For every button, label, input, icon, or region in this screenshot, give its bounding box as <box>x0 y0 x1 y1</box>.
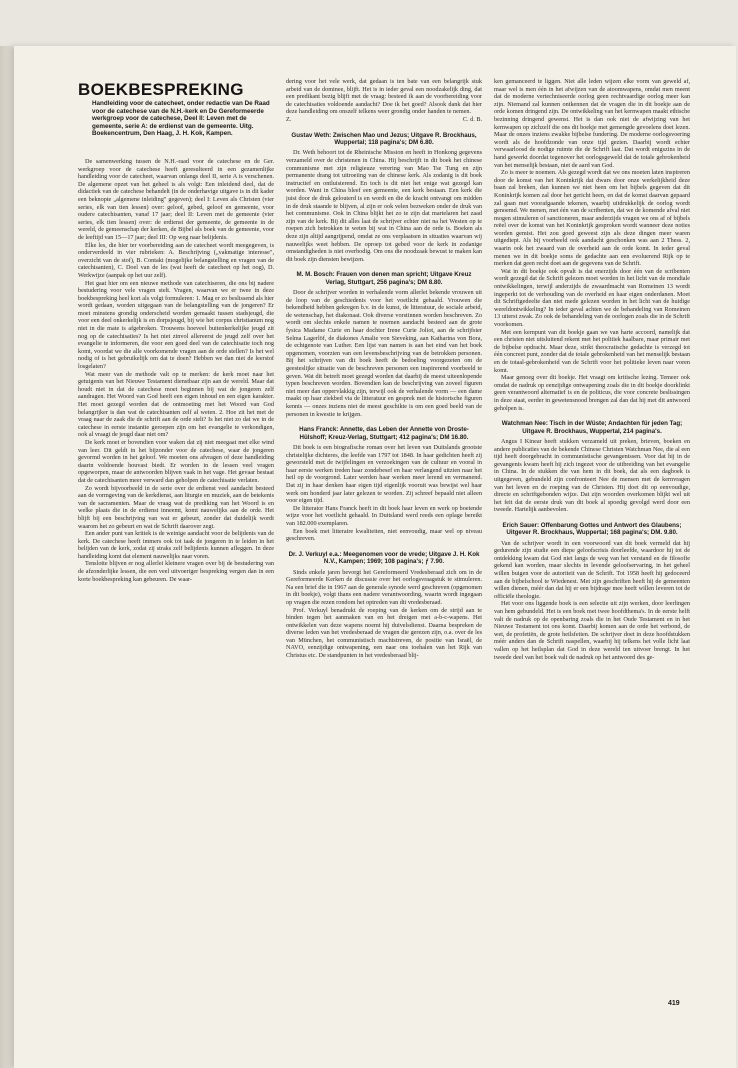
column-1 <box>78 158 274 998</box>
review-body: Angus I Kinear heeft stukken verzameld uit preken, brieven, boeken en andere publicaties van de bekende Chinese Christen Watchman Nee, die al een tijd heeft doorgebracht in communistische gevangenissen. Voor dat hij in de gevangenis kwam heeft hij zich ingezet voor de uitbreiding van het evangelie in China. In de stukken die van hem in dit boek, dat als een dagboek is uitgegeven, gebundeld zijn confronteert Nee de mensen met de kernvragen van het leven en de roeping van de Christen. Hij doet dit op eenvoudige, directe en schriftgebonden wijze. Dat zijn woorden overkomen blijkt wel uit het feit dat de eerste druk van dit boek al spoedig gevolgd werd door een tweede. Hartelijk aanbevolen. <box>494 437 690 514</box>
page-title: BOEKBESPREKING <box>78 80 244 99</box>
review-heading-verkuyl: Dr. J. Verkuyl e.a.: Meegenomen voor de vrede; Uitgave J. H. Kok N.V., Kampen; 1969; 108 pagina's; ƒ 7.90. <box>288 550 480 566</box>
column-2 <box>286 78 482 998</box>
review-heading-sauer: Erich Sauer: Offenbarung Gottes und Antwort des Glaubens; Uitgever R. Brockhaus, Wuppertal; 168 pagina's; DM. 9.80. <box>502 521 682 537</box>
review-body: Dr. Weth behoort tot de Rheinische Mission en heeft in Honkong gegevens verzameld over de christenen in China. Hij beschrijft in dit boek het chinese communisme met zijn religieuze verering van Mao Tse Tung en zijn permanente drang tot uitroeiing van de chinese kerk. Als zodanig is dit boek instructief en ontluisterend. En toch is dit niet het enige wat gezegd kan worden. Want in China bleef een gemeente, een kerk bestaan. Een kerk die juist door de druk gelouterd is en wordt en die de kracht ontvangt om midden in de druk staande te blijven, al zijn er ook velen bezweken onder de druk van het communisme. Ook in China blijkt het zo te zijn dat martelaren het zaad zijn van de kerk. Bij dit alles laat de schrijver echter niet na het Westen op te roepen zich betrokken te weten bij wat in China aan de orde is. Boeken als deze zijn altijd aangrijpend, omdat ze ons verplaatsen in situaties waarvan wij nauwelijks weet hebben. De oproep tot gebed voor de kerk in zodanige omstandigheden is niet overbodig. Om ons die noodzaak bewust te maken kan dit boek zijn diensten bewijzen. <box>286 149 482 263</box>
page-number: 419 <box>668 1000 680 1007</box>
paragraph: dering voor het vele werk, dat gedaan is ten bate van een belangrijk stuk arbeid van de dominee, blijft. Het is in ieder geval een noodzakelijk ding, dat een predikant bezig blijft met de vraag: besteed ik aan de voorbereiding voor de catechisaties voldoende aandacht? Doe ik het goed? Alsook dank dat hier deze handleiding om onszelf telkens weer grondig onder handen te nemen. <box>286 78 482 116</box>
binding-edge <box>0 46 14 1068</box>
review-heading-handleiding: Handleiding voor de catecheet, onder redactie van De Raad voor de catechese van de N.H.-kerk en De Gereformeerde werkgroep voor de catechese, Deel II: Leven met de gemeente, serie A: de erdienst van de gemeente. Uitg. Boekencentrum, Den Haag, J. H. Kok, Kampen. <box>92 100 270 137</box>
paragraph: Wat meer van de methode valt op te merken: de kerk moet naar het getuigenis van het Nieuwe Testament dienstbaar zijn aan de wereld. Maar dat houdt niet in dat de catechese moet beginnen bij wat de jongeren zelf aandragen. Het Woord van God heeft een eigen inhoud en een eigen karakter. Het moet gezegd worden dat de ontmoeting met het Woord van God belangrijker is dan wat de catechisanten zelf al weten. 2. Hoe zit het met de vraag naar de zaak die de schrift aan de orde stelt? Is het niet zo dat we in de catechese in eerste instantie geroepen zijn om het evangelie te verkondigen, ook al vraagt de jeugd daar niet om? <box>78 370 274 439</box>
review-body: Het voor ons liggende boek is een selectie uit zijn werken, door leerlingen van hem gebundeld. Het is een boek met twee hoofdthema's. In de eerste helft valt de nadruk op de openbaring zoals die in het Oude Testament en in het Nieuwe Testament tot ons komt. Daarbij komen aan de orde het verbond, de wet, de profetiën, de grote heilsfeiten. De schrijver doet in deze hoofdstukken méér anders dan de Schrift naspellen, waarbij hij telkens het volle licht laat vallen op het heilsplan dat God in deze wereld ten uitvoer brengt. In het tweede deel van het boek valt de nadruk op het antwoord des ge- <box>494 600 690 661</box>
signature-right: C. d. B. <box>462 115 482 123</box>
review-heading-nee: Watchman Nee: Tisch in der Wüste; Andachten für jeden Tag; Uitgave R. Brockhaus, Wuppertal, 214 pagina's. <box>501 420 683 435</box>
review-heading-franck: Hans Franck: Annette, das Leben der Annette von Droste-Hülshoff; Kreuz-Verlag, Stuttgart; 412 pagina's; DM 16.80. <box>299 426 469 441</box>
column-3 <box>494 78 690 996</box>
paragraph: Met een kernpunt van dit boekje gaan we van harte accoord, namelijk dat een christen niet uitsluitend rekent met het politiek haalbare, maar primair met de bijbelse opdracht. Maar deze, strikt theocratische gedachte is verzegd tot één concreet punt, zonder dat de totale gebrokenheid van het menselijk bestaan en de totaal-gebrokenheid van de Schrift voor het politieke leven naar voren komt. <box>494 328 690 374</box>
review-signature <box>286 116 482 124</box>
paragraph: Zo wordt bijvoorbeeld in de serie over de erdienst veel aandacht besteed aan de vormgeving van de kerkdienst, aan liturgie en muziek, aan de betekenis van de sacramenten. Maar de vraag wat de prediking van het Woord is en welke plaats die in de erdienst inneemt, komt nauwelijks aan de orde. Het blijft bij een beschrijving van wat er gebeurt, zonder dat duidelijk wordt waarom het zo gebeurt en wat de Schrift daarover zegt. <box>78 484 274 530</box>
paragraph: Een ander punt van kritiek is de weinige aandacht voor de belijdenis van de kerk. De catechese heeft immers ook tot taak de jongeren in te leiden in het belijden van de kerk, zodat zij straks zelf belijdenis kunnen afleggen. In deze handleiding komt dat element nauwelijks naar voren. <box>78 530 274 560</box>
review-body: Prof. Verkuyl benadrukt de roeping van de kerken om de strijd aan te binden tegen het aanmaken van en het dreigen met a-b-c-wapens. Het ontwikkelen van deze wapens noemt hij duivelsdienst. Daarna bespreken de diverse leden van het vredesberaad de vragen die gerezen zijn, o.a. over de les van München, het communistisch machtstreven, de positie van Israël, de NAVO, eenzijdige ontwapening, een naar ons toehalen van het Rijk van Christus etc. De standpunten in het vredesberaad blij- <box>286 606 482 660</box>
signature-left: Z. <box>286 115 292 123</box>
paragraph: Wat in dit boekje ook opvalt is dat enerzijds door één van de scribenten wordt gezegd dat de Schrift gelezen moet worden in het licht van de mondiale ontwikkelingen, terwijl anderzijds de zwaardmacht van Romeinen 13 wordt ingeperkt tot de verhouding van de overheid en haar eigen onderdanen. Moet dit Schriftgedeelte dan niet mede gelezen worden in het licht van de huidige wereldontwikkeling? In ieder geval achten we de behandeling van Romeinen 13 uiterst zwak. Zo ook de behandeling van de oorlogen zoals die in de Schrift voorkomen. <box>494 267 690 328</box>
review-body: Door de schrijver worden in verhalende vorm allerlei bekende vrouwen uit de loop van de geschiedenis voor het voetlicht gehaald. Vrouwen die bekendheid hebben gekregen b.v. in de kunst, de litteratuur, de sociale arbeid, de wetenschap, het diakonaat. Ook diverse vorstinnen worden beschreven. Zo wordt om slechts enkele namen te noemen aandacht besteed aan de grote fysica Madame Curie en haar dochter Irene Curie Joliot, aan de schrijfster Selma Lagerlöf, de diakones Amalie von Sieveking, aan Katharina von Bora, de echtgenote van Luther. Een lijst van namen is aan het eind van het boek opgenomen, voorzien van een levensbeschrijving van de betrokken personen. Bij het schrijven van dit boek heeft de bedoeling voorgezeten om de geesteslijke situatie van de beschreven personen een inspirerend voorbeeld te geven. Wat dit betreft moet gezegd worden dat daarbij de meest uiteenlopende typen beschreven worden. Bovendien kan de beschrijving van zoveel figuren niet meer dan oppervlakkig zijn, terwijl ook de verhalende vorm — een dame maakt op haar ziekbed via de litteratuur en gesprek met de historische figuren kennis — onzes inziens niet de meest geschikte is om een goed beeld van de personen in kwestie te krijgen. <box>286 289 482 418</box>
paragraph: Elke les, die hier ter voorbereiding aan de catecheet wordt meegegeven, is onderverdeeld in vier rubrieken: A. Beschrijving („vakmatige interesse", overzicht van de stof), B. Contakt (mogelijke belangstelling en vragen van de catechisanten), C. Doel van de les (wat heeft de catecheet op het oog), D. Werkwijze (aanpak op het uur zelf). <box>78 241 274 279</box>
review-body: Een boek met litteraire kwaliteiten, niet eenvoudig, maar wel op niveau geschreven. <box>286 527 482 543</box>
paragraph: Het gaat hier om een nieuwe methode van catechiseren, die ons bij nadere bestudering voor vele vragen stelt. Vragen, waarvan we er twee in deze boekbespreking heel kort als volgt formuleren: 1. Mag er zo beslissend als hier wordt gedaan, worden uitgegaan van de belangstelling van de jongeren? Er moet minstens grondig onderscheid worden gemaakt tussen stadsjeugd, die voor een deel onkerkelijk is en dorpsjeugd, bij wie het corpus christianum nog niet in die mate is afgebroken. Trouwens hoeveel buitenkerkelijke jeugd zit nog op de catechisaties? Is het niet zinvol allereerst de jeugd zelf over het evangelie te informeren, die voor een goed deel van de catechisatie toch nog komt, voordat we die alle voorkomende vragen aan de orde stellen? Is het wel nodig of is het gebruikelijk om dat te doen? Hebben we dan niet de leerstof losgelaten? <box>78 279 274 371</box>
review-body: Sinds enkele jaren bevorgt het Gereformeerd Vredesberaad zich om in de Gereformeerde Kerken de discussie over het oorlogsvraagstuk te stimuleren. Na een brief die in 1967 aan de generale synode werd geschreven (opgenomen in dit boekje), volgt thans een nadere verantwoording, waarin wordt ingegaan op vragen die rezen rondom het optreden van dit vredesberaad. <box>286 568 482 606</box>
paragraph: ken gemanceerd te liggen. Niet alle leden wijzen elke vorm van geweld af, maar wel is men één in het afwijzen van de atoomwapens, omdat men meent dat de moderne vertechniseerde oorlog geen rechtvaardige oorlog meer kan zijn. Niemand zal kunnen ontkennen dat de vragen die in dit boekje aan de orde komen dringend zijn. De ontwikkeling van het kernwapen maakt ethische bezinning dringend gewenst. Het is dan ook niet de afwijzing van het kernwapen op zichzelf die ons dit boekje met gemengde gevoelens doet lezen. Maar de onzes inziens zwakke bijbelse fundering. De moderne oorlogsvoering wordt als de hoofdzonde van onze tijd gezien. Daarbij wordt echter verwaarloosd de nodige ruimte die de Schrift laat. Dat wordt enigszins in de hand gewerkt doordat tegenover het oorlogsgeweld dat de totale gebrokenheid van het menselijk bestaan, niet de aard van God. <box>494 78 690 169</box>
review-heading-bosch: M. M. Bosch: Frauen von denen man spricht; Uitgave Kreuz Verlag, Stuttgart, 256 pagina's; DM 8.80. <box>296 271 472 286</box>
paragraph: Tenslotte blijven er nog allerlei kleinere vragen over bij de bestudering van de afzonderlijke lessen, die een veel uitvoeriger bespreking vergen dan in een korte boekbespreking kan gebeuren. De waar- <box>78 560 274 583</box>
review-heading-weth: Gustav Weth: Zwischen Mao und Jezus; Uitgave R. Brockhaus, Wuppertal; 118 pagina's; DM 6.80. <box>291 131 477 146</box>
paragraph: De samenwerking tussen de N.H.-raad voor de catechese en de Ger. werkgroep voor de catechese heeft geresulteerd in een gezamenlijke handleiding voor de catecheet, waarvan onlangs deel II, serie A is verschenen. De algemene opzet van het geheel is als volgt: Een inleidend deel, dat de didactiek van de catechese behandelt (in de onderhavige uitgave is in dit kader een beknopte „algemene inleiding" gegeven); deel I: Leven als Christen (vier series, elk van tien lessen) over: geloof, gebed, geloof en gemeente, voor oudere catechisanten, vanaf 17 jaar; deel II: Leven met de gemeente (vier series, elk tien lessen) over: de erdienst der gemeente, de gemeente in de wereld, de gemeenschap der kerken, de Bijbel als boek van de gemeente, voor de leeftijd van 15—17 jaar; deel III: Op weg naar belijdenis. <box>78 158 274 241</box>
review-body: Dit boek is een biografische roman over het leven van Duitslands grootste christelijke dichteres, die leefde van 1797 tot 1848. In haar gedichten heeft zij geworsteld met de twijfelingen en verzoekingen van de cultuur en vooral in haar eerste werken treden haar zondebesef en haar verlangend uitzien naar het heil op de voorgrond. Later werden haar werken meer lerend en vermanend. Dat zij in haar denken haar eigen tijd eigenlijk vooruit was bewijst wel haar werk om honderd jaar later gelezen te worden. Zij schreef bepaald niet alleen voor eigen tijd. <box>286 444 482 505</box>
paragraph: Zo is meer te noemen. Als gezegd wordt dat we ons moeten laten inspireren door de komst van het Koninkrijk dat dwars door onze werkelijkheid deze baan zal breken, dan kunnen we niet heen om het bijbels gegeven dat dit Koninkrijk komen zal door het gericht heen, en dat de komst daarvan gepaard zal gaan met voorafgaande tekenen, waarbij uitdrukkelijk de oorlog wordt genoemd. We menen, met één van de scribenten, dat we de komende afval niet mogen stimuleren of sanctioneren, maar anderzijds vragen we ons af of bijbels reëel over de komst van het Koninkrijk gesproken wordt wanneer deze noties worden gemist. Het zou goed geweest zijn als deze dingen meer waren uitgediept. Als bij voorbeeld ook aandacht geschonken was aan 2 Thess. 2, waarin ook het zwaard van de overheid aan de orde komt. In ieder geval menen we in dit boekje soms de gedachte aan een evoluerend Rijk op te merken dat geen recht doet aan de gegevens van de Schrift. <box>494 169 690 268</box>
paragraph: Maar genoeg over dit boekje. Het vraagt om kritische lezing. Temeer ook omdat de nadruk op eenzijdige ontwapening zoals die in dit boekje doorklinkt geen verantwoord alternatief is en de politicus, die voor concrete beslissingen in deze staat, eerder in gewetensnood brengen zal dan dat hij met dit antwoord geholpen is. <box>494 374 690 412</box>
review-body: Van de schrijver wordt in een voorwoord van dit boek vermeld dat hij gedurende zijn studie een diepe geloofscrisis doorleefde, waardoor hij tot de ontdekking kwam dat God niet langs de weg van het verstand en de filosofie gekend kan worden, maar slechts in levende geloofservaring, in het geheel willen buigen voor de autoriteit van de Schrift. Tot 1958 heeft hij gedoceerd aan de bijbelschool te Wiedenest. Met zijn geschriften heeft hij de gemeenten willen dienen, méér dan dat hij er een bijdrage mee heeft willen leveren tot de officiële theologie. <box>494 539 690 600</box>
review-body: De litterator Hans Franck heeft in dit boek haar leven en werk op boeiende wijze voor het voetlicht gehaald. In Duitsland werd reeds een oplage bereikt van 182.000 exemplaren. <box>286 504 482 527</box>
paragraph: De kerk moet er bovendien voor waken dat zij niet meegaat met elke wind van leer. Dit geldt in het bijzonder voor de catechese, waar de jongeren gevormd worden in het geloof. We moeten ons afvragen of deze handleiding daarin voldoende houvast biedt. Er worden in de lessen veel vragen opgeworpen, maar de antwoorden blijven vaak in het vage. Het gevaar bestaat dat de catechisanten meer verward dan geholpen de catechisatie verlaten. <box>78 438 274 484</box>
